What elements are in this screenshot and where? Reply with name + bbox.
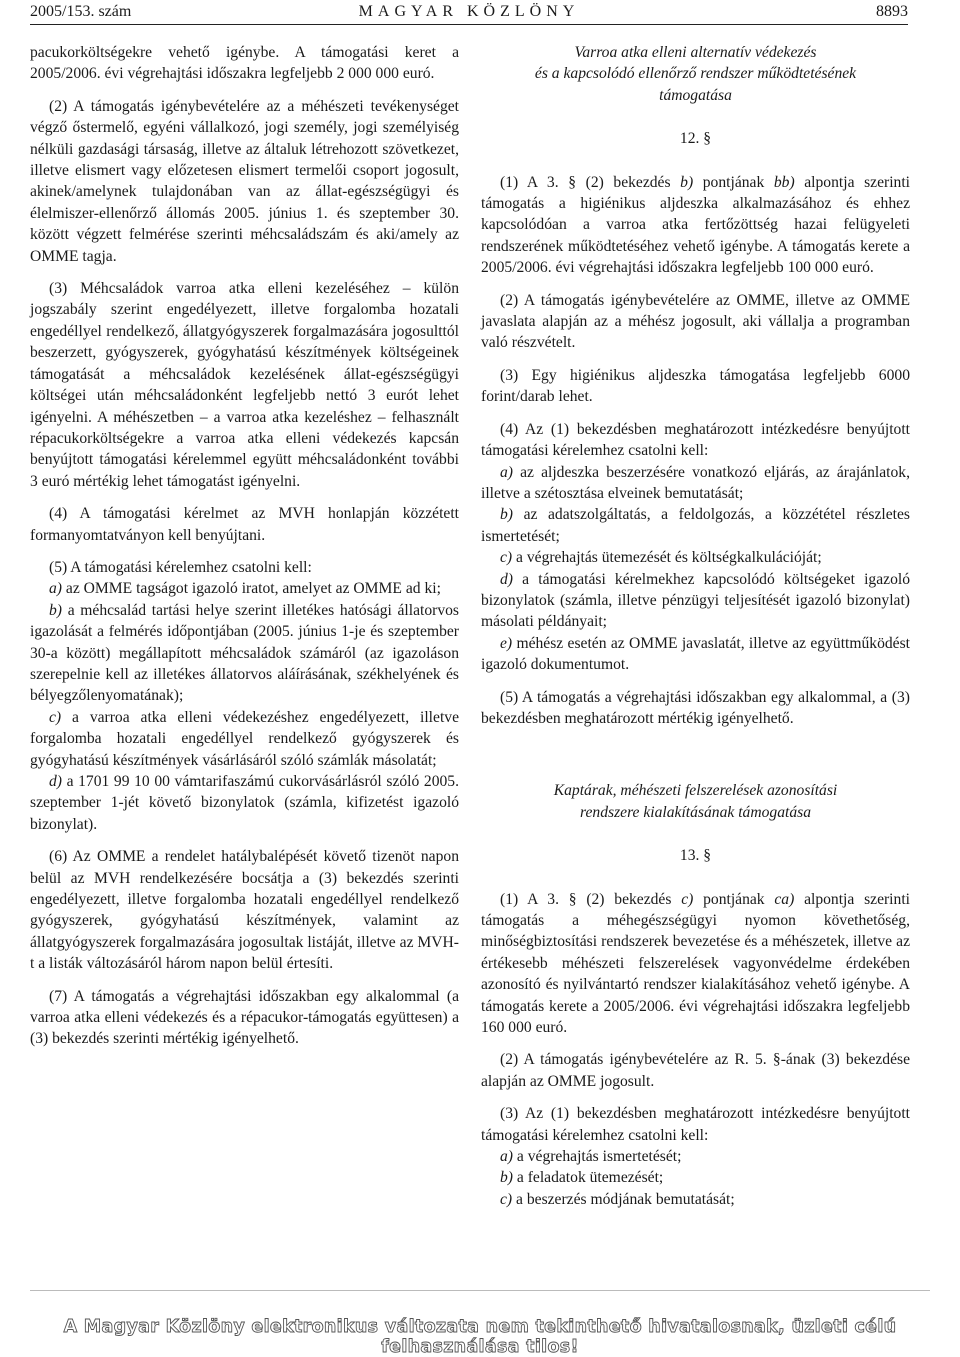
heading-line: támogatása — [659, 86, 732, 104]
text-run: (1) A 3. § (2) bekezdés — [500, 173, 681, 191]
list-item-text: a végrehajtás ismertetését; — [516, 1148, 682, 1166]
page-number: 8893 — [876, 3, 908, 20]
section-number-13: 13. § — [679, 847, 712, 865]
list-item-label: c) — [500, 549, 513, 567]
paragraph-2: (2) A támogatás igénybevételére az a méhészeti tevékenységet végző őstermelő, egyéni vállalkozó, jogi személy, jogi személyiség nélküli gazdasági társaság, illetve az általuk létrehozott szövetkezet, illetve elismert vagy előzetesen elismert termelői csoport jogosult, akinek/amelynek tulajdonában van az állat-egészségügyi és élelmiszer-ellenőrző állomás 2005. június 1. és szeptember 30. között végzett felmérése szerinti méhcsaládszám és aki/amely az OMME tagja. — [30, 97, 459, 265]
issue-number: 2005/153. szám — [30, 3, 132, 20]
text-run-italic: c) — [681, 890, 694, 908]
list-item — [481, 569, 910, 633]
heading-line: rendszere kialakításának támogatása — [580, 803, 811, 821]
paragraph-4: (4) A támogatási kérelmet az MVH honlapján közzétett formanyomtatványon kell benyújtani. — [30, 505, 459, 544]
s12-paragraph-4: (4) Az (1) bekezdésben meghatározott intézkedésre benyújtott támogatási kérelemhez csatolni kell: — [481, 420, 910, 460]
heading-line: Varroa atka elleni alternatív védekezés — [574, 44, 817, 61]
list-item-text: a támogatási kérelmekhez kapcsolódó költségeket igazoló bizonylatok (számla, illetve pénzügyi teljesítését igazoló bizonylat) másolati példányait; — [481, 570, 910, 631]
list-item-label: a) — [49, 580, 62, 598]
text-run: alpontja szerinti támogatás a higiénikus aljdeszka alkalmazásához és ehhez kapcsolódóan a varroa atka fertőzöttség hazai felügyeleti rendszerének működtetéséhez vehető igénybe. A támogatás kerete a 2005/2006. évi végrehajtási időszakra legfeljebb 100 000 euró. — [481, 173, 910, 277]
list-item-text: méhész esetén az OMME javaslatát, illetve az együttműködést igazoló dokumentumot. — [481, 634, 910, 674]
footer-divider — [30, 1290, 930, 1291]
text-run: pontjának — [693, 173, 774, 191]
list-item-text: a méhcsalád tartási helye szerint illetékes hatósági állatorvos igazolását a felmérés időpontjában (2005. június 1-je és szeptember 30-a között) megállapított méhcsaládok számáról (az igazoláson szerepelnie kell az illetékes állatorvos aláírásának, székhelyének és bélyegzőlenyomatának); — [30, 601, 460, 705]
list-item-label: a) — [500, 463, 513, 481]
s13-paragraph-2: (2) A támogatás igénybevételére az R. 5. §-ának (3) bekezdése alapján az OMME jogosult. — [481, 1051, 910, 1090]
list-item — [30, 707, 459, 771]
paragraph-3: (3) Méhcsaládok varroa atka elleni kezeléséhez – külön jogszabály szerint engedélyezett, illetve forgalomba hozatali engedéllyel rendelkező, állatgyógyszerek forgalmazására jogosulttól beszerzett, gyógyszerek, gyógyhatású készítmények költségeinek támogatását a méhcsaládok kezelésének állat-egészségügyi költségei után méhcsaládonként legfeljebb nettó 3 eurót lehet igényelni. A méhészetben – a varroa atka kezeléshez – felhasznált répacukorköltségekre a varroa atka elleni védekezés kapcsán benyújtott támogatási kérelemmel együtt méhcsaládonként további 3 euró mértékig lehet támogatást igényelni. — [30, 280, 459, 490]
text-run: (1) A 3. § (2) bekezdés — [500, 890, 682, 908]
section-spacer — [481, 740, 910, 780]
list-item-text: a varroa atka elleni védekezéshez engedélyezett, illetve forgalomba hozatali engedéllyel rendelkező gyógyszerek és gyógyhatású készítmények vásárlásáról szóló számlák másolatát; — [30, 708, 459, 769]
right-column — [481, 42, 910, 1210]
list-item — [481, 462, 910, 505]
list-item — [481, 1189, 910, 1210]
s12-paragraph-1 — [481, 172, 910, 279]
paragraph-7: (7) A támogatás a végrehajtási időszakban egy alkalommal (a varroa atka elleni védekezés és a répacukor-támogatás együttesen) a (3) bekezdés szerinti mértékig igényelhető. — [30, 987, 459, 1048]
text-run-italic: ca) — [774, 890, 795, 908]
s13-paragraph-3: (3) Az (1) bekezdésben meghatározott intézkedésre benyújtott támogatási kérelemhez csatolni kell: — [481, 1105, 910, 1144]
list-item — [481, 504, 910, 547]
list-item-text: a beszerzés módjának bemutatását; — [516, 1190, 735, 1208]
paragraph-intro: pacukorköltségekre vehető igénybe. A támogatási keret a 2005/2006. évi végrehajtási időszakra legfeljebb 2 000 000 euró. — [30, 44, 459, 83]
list-item-text: a végrehajtás ütemezését és költségkalkulációját; — [516, 549, 822, 567]
list-item-label: b) — [500, 1169, 513, 1187]
list-item-text: az OMME tagságot igazoló iratot, amelyet az OMME ad ki; — [65, 580, 441, 598]
list-item-label: c) — [49, 708, 62, 726]
list-item-text: a 1701 99 10 00 vámtarifaszámú cukorvásárlásról szóló 2005. szeptember 1-jét követő bizonylatok (számla, kifizetést igazoló bizonylat). — [30, 773, 459, 833]
list-item-label: a) — [500, 1148, 513, 1166]
left-column — [30, 42, 459, 1061]
s12-paragraph-3: (3) Egy higiénikus aljdeszka támogatása legfeljebb 6000 forint/darab lehet. — [481, 366, 910, 406]
section-heading-kaptarak — [481, 780, 910, 823]
list-item-label: e) — [500, 634, 513, 652]
list-item — [481, 1146, 910, 1167]
list-item-text: az aljdeszka beszerzésére vonatkozó eljárás, az árajánlatok, illetve a szétosztása elveinek bemutatását; — [481, 463, 910, 502]
section-number-12: 12. § — [679, 130, 712, 148]
journal-title: MAGYAR KÖZLÖNY — [358, 3, 580, 20]
footer-notice: A Magyar Közlöny elektronikus változata nem tekinthető hivatalosnak, üzleti célú felhasználása tilos! — [63, 1317, 897, 1357]
text-run-italic: b) — [680, 173, 694, 191]
list-item — [481, 633, 910, 676]
section-heading-varroa — [481, 42, 910, 106]
list-item — [30, 578, 459, 599]
text-run: alpontja szerinti támogatás a méhegészségügyi nyomon követhetőség, minőségbiztosítási rendszerek bevezetése és a méhészetek, illetve az értékesebb méhészeti felszerelések vagyonvédelme érdekében azonosító és nyilvántartó rendszer kialakításához vehető igénybe. A támogatás kerete a 2005/2006. évi végrehajtási időszakra legfeljebb 160 000 euró. — [481, 890, 910, 1037]
text-run: pontjának — [693, 890, 775, 908]
list-item — [30, 600, 459, 707]
page-header — [30, 2, 908, 25]
list-item-label: c) — [500, 1190, 513, 1208]
paragraph-5: (5) A támogatási kérelemhez csatolni kell: — [49, 558, 312, 576]
list-item-text: az adatszolgáltatás, a feldolgozás, a közzététel részletes ismertetését; — [481, 506, 910, 545]
list-item-label: b) — [500, 506, 513, 524]
s12-paragraph-5: (5) A támogatás a végrehajtási időszakban egy alkalommal, a (3) bekezdésben meghatározott mértékig igényelhető. — [481, 688, 910, 727]
heading-line: Kaptárak, méhészeti felszerelések azonosítási — [553, 782, 838, 800]
list-item-label: d) — [500, 570, 513, 588]
s13-paragraph-1 — [481, 889, 910, 1039]
heading-line: és a kapcsolódó ellenőrző rendszer működtetésének — [534, 65, 857, 83]
paragraph-6: (6) Az OMME a rendelet hatálybalépését követő tizenöt napon belül az MVH rendelkezésére bocsátja a (3) bekezdés szerinti engedélyezett, illetve forgalomba hozatali engedéllyel rendelkező gyógyszerek, gyógyhatású készítmények, valamint az állatgyógyszerek forgalmazására jogosultak listáját, illetve az MVH-t a listák változásáról három napon belül értesíti. — [30, 848, 459, 973]
list-item-text: a feladatok ütemezését; — [516, 1169, 664, 1187]
list-item — [481, 547, 910, 568]
s12-paragraph-2: (2) A támogatás igénybevételére az OMME, illetve az OMME javaslata alapján az a méhész jogosult, aki vállalja a programban való részvételt. — [481, 291, 910, 352]
list-item — [30, 771, 459, 835]
list-item — [481, 1167, 910, 1188]
text-run-italic: bb) — [773, 173, 795, 191]
list-item-label: d) — [49, 773, 62, 790]
list-item-label: b) — [49, 601, 62, 619]
